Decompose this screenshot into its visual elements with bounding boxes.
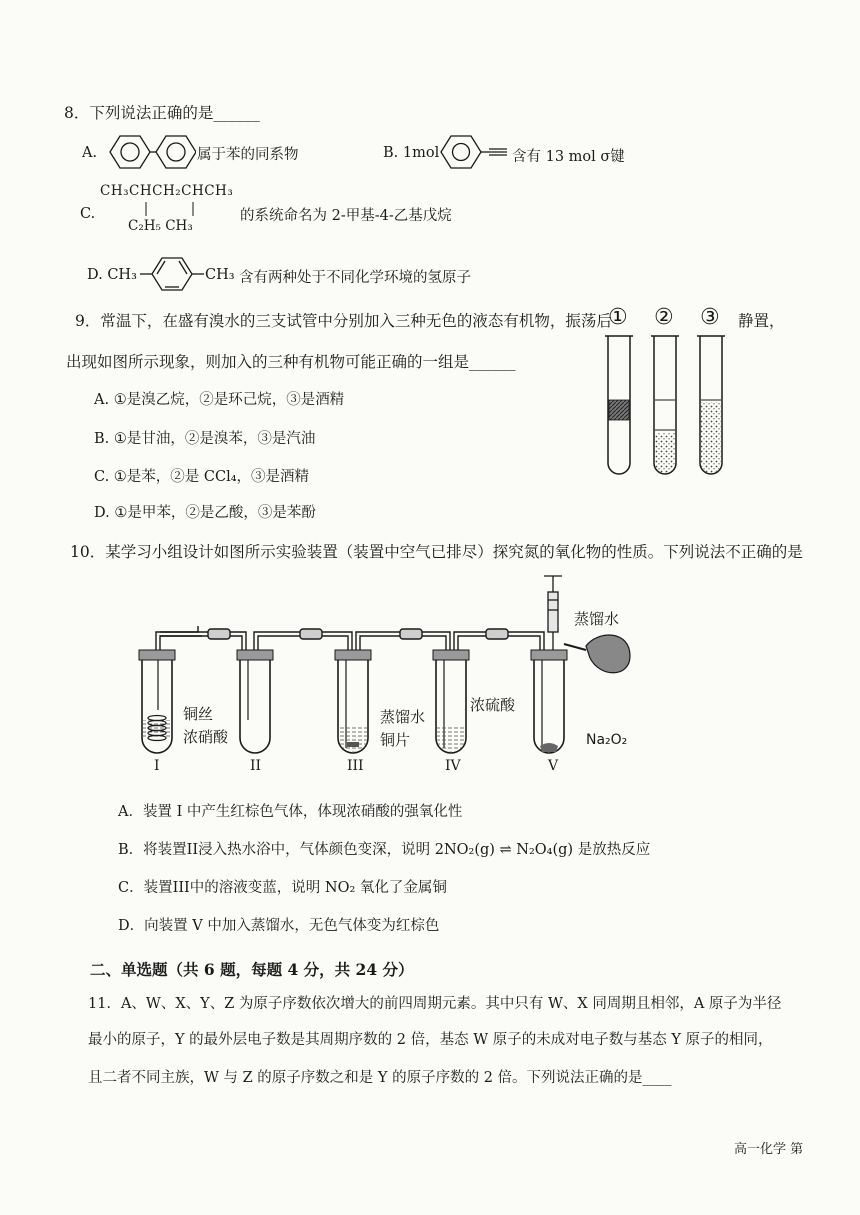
q8-option-c-prefix: C. (80, 206, 96, 222)
roman-v: V (548, 758, 559, 774)
phenylacetylene-structure (437, 131, 509, 173)
tube-1-colored-layer (609, 400, 629, 420)
label-copper-sheet: 铜片 (380, 731, 411, 749)
q8-option-d-suffix: CH₃ (205, 267, 235, 283)
q9-option-b: B. ①是甘油，②是溴苯，③是汽油 (94, 431, 316, 447)
q8-option-c-text: 的系统命名为 2-甲基-4-乙基戊烷 (240, 208, 452, 224)
q9-option-a: A. ①是溴乙烷，②是环己烷，③是酒精 (94, 392, 345, 408)
label-distilled-water-syringe: 蒸馏水 (574, 610, 620, 628)
label-copper-wire: 铜丝 (183, 705, 214, 723)
biphenyl-structure (100, 130, 196, 174)
tube-label-2: ② (654, 305, 674, 330)
label-distilled-water-iii: 蒸馏水 (380, 708, 426, 726)
q10-option-a: A．装置 I 中产生红棕色气体，体现浓硝酸的强氧化性 (118, 804, 463, 820)
tube-label-3: ③ (700, 305, 720, 330)
balloon (564, 635, 630, 673)
q8-option-a-prefix: A. (82, 145, 98, 161)
q8-option-d-text: 含有两种处于不同化学环境的氢原子 (239, 270, 471, 286)
q8-option-c-formula-top: CH₃CHCH₂CHCH₃ (100, 183, 234, 199)
q9-option-c: C. ①是苯，②是 CCl₄，③是酒精 (94, 469, 310, 485)
p-xylene-structure (140, 254, 206, 294)
q10-option-d: D．向装置 V 中加入蒸馏水，无色气体变为红棕色 (118, 918, 440, 934)
q8-option-b-prefix: B. 1mol (383, 145, 440, 161)
q10-option-b: B．将装置II浸入热水浴中，气体颜色变深，说明 2NO₂(g) ⇌ N₂O₄(g) 是放热反应 (118, 842, 651, 858)
label-conc-sulfuric: 浓硫酸 (470, 696, 516, 714)
q11-line2: 最小的原子，Y 的最外层电子数是其周期序数的 2 倍，基态 W 原子的未成对电子数与基态 Y 原子的相同， (88, 1032, 773, 1048)
q9-test-tubes (600, 330, 740, 480)
label-na2o2: Na₂O₂ (586, 732, 628, 748)
q11-line1: 11．A、W、X、Y、Z 为原子序数依次增大的前四周期元素。其中只有 W、X 同周期且相邻，A 原子为半径 (88, 996, 782, 1012)
q8-option-c-formula-bottom: C₂H₅ CH₃ (128, 218, 193, 234)
roman-iii: III (347, 758, 364, 774)
q8-option-d-prefix: D. CH₃ (87, 267, 137, 283)
q10-stem: 10．某学习小组设计如图所示实验装置（装置中空气已排尽）探究氮的氧化物的性质。下列说法不正确的是 (70, 543, 803, 561)
page-footer: 高一化学 第 (734, 1142, 804, 1157)
q11-line3: 且二者不同主族，W 与 Z 的原子序数之和是 Y 的原子序数的 2 倍。下列说法正确的是____ (88, 1070, 672, 1086)
q10-option-c: C．装置III中的溶液变蓝，说明 NO₂ 氧化了金属铜 (118, 880, 447, 896)
roman-iv: IV (445, 758, 461, 774)
q8-stem: 8．下列说法正确的是______ (64, 104, 260, 122)
tube-label-1: ① (608, 305, 628, 330)
tube-2-bottom-layer (655, 433, 675, 473)
q9-stem-line1: 9．常温下，在盛有溴水的三支试管中分别加入三种无色的液态有机物，振荡后 (75, 312, 612, 330)
label-conc-nitric: 浓硝酸 (183, 728, 229, 746)
q8-option-a-text: 属于苯的同系物 (197, 147, 299, 163)
roman-ii: II (250, 758, 262, 774)
roman-i: I (154, 758, 160, 774)
section-2-title: 二、单选题（共 6 题，每题 4 分，共 24 分） (90, 960, 414, 979)
q8-option-b-text: 含有 13 mol σ键 (512, 149, 625, 165)
q9-option-d: D. ①是甲苯，②是乙酸，③是苯酚 (94, 505, 316, 521)
q9-stem-line1-end: 静置， (738, 312, 785, 330)
q9-stem-line2: 出现如图所示现象，则加入的三种有机物可能正确的一组是______ (66, 353, 516, 371)
syringe (544, 576, 562, 650)
branch-bonds (100, 200, 220, 218)
tube-3-uniform-layer (701, 402, 721, 473)
